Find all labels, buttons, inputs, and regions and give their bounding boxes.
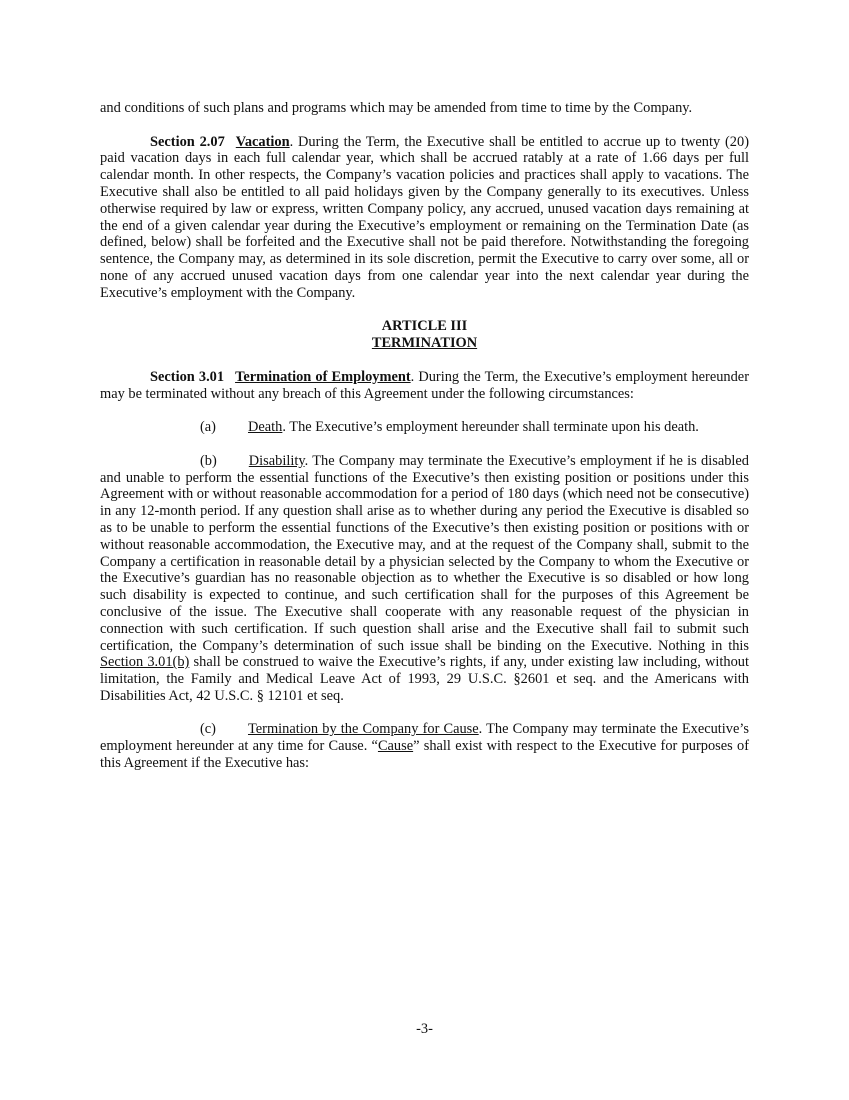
item-c-cause	[100, 721, 749, 771]
item-title: Termination by the Company for Cause	[247, 721, 479, 738]
page-number: -3-	[416, 1021, 433, 1037]
item-text: . The Company may terminate the Executive’s employment hereunder at any time for Cause. “	[100, 721, 749, 755]
document-body	[100, 100, 749, 772]
item-text: . The Company may terminate the Executive’s employment if he is disabled and unable to perform the essential functions of the Executive’s then existing position or positions under this Agreement with or without reasonable accommodation for a period of 180 days (which need not be consecutive) in any 12-month period. If any question shall arise as to whether during any period the Executive is disabled so as to be unable to perform the essential functions of the Executive’s then existing position or positions with or without reasonable accommodation, the Executive may, and at the request of the Company shall, submit to the Company a certification in reasonable detail by a physician selected by the Company to whom the Executive or the Executive’s guardian has no reasonable objection as to whether the Executive is so disabled or how long such disability is expected to continue, and such certification shall for the purposes of this Agreement be conclusive of the issue. The Executive shall cooperate with any reasonable request of the physician in connection with such certification. If such question shall arise and the Executive shall fail to submit such certification, the Company’s determination of such issue shall be binding on the Executive. Nothing in this	[100, 452, 749, 654]
defined-term: Cause	[377, 738, 414, 755]
article-title-line	[100, 335, 749, 352]
item-a-death	[100, 419, 749, 436]
section-3-01	[100, 369, 749, 403]
section-reference: Section 3.01(b)	[100, 654, 190, 671]
continued-paragraph: and conditions of such plans and programs which may be amended from time to time by the Company.	[100, 100, 693, 116]
section-text: . During the Term, the Executive’s employment hereunder may be terminated without any breach of this Agreement under the following circumstances:	[100, 368, 749, 402]
item-title: Disability	[248, 452, 305, 469]
section-text: . During the Term, the Executive shall be entitled to accrue up to twenty (20) paid vacation days in each full calendar year, which shall be accrued ratably at a rate of 1.66 days per full calendar month. In other respects, the Company’s vacation policies and practices shall apply to vacations. The Executive shall also be entitled to all paid holidays given by the Company generally to its executives. Unless otherwise required by law or express, written Company policy, any accrued, unused vacation days remaining at the end of a given calendar year during the Executive’s employment or remaining on the Termination Date (as defined, below) shall be forfeited and the Executive shall not be paid therefore. Notwithstanding the foregoing sentence, the Company may, as determined in its sole discretion, permit the Executive to carry over some, all or none of any accrued unused vacation days from one calendar year into the next calendar year during the Executive’s employment with the Company.	[100, 133, 749, 301]
item-title: Death	[247, 419, 283, 436]
item-marker: (b)	[200, 452, 217, 469]
section-2-07	[100, 134, 749, 302]
item-text-continued: ” shall exist with respect to the Executive for purposes of this Agreement if the Executive has:	[100, 738, 749, 772]
section-title: Termination of Employment	[235, 368, 411, 385]
article-title: TERMINATION	[371, 335, 478, 352]
item-marker: (c)	[200, 721, 216, 738]
section-label: Section 2.07	[150, 133, 225, 150]
section-label: Section 3.01	[150, 368, 225, 385]
item-marker: (a)	[200, 419, 216, 436]
item-b-disability	[100, 453, 749, 705]
section-title: Vacation	[235, 133, 290, 150]
article-number: ARTICLE III	[381, 318, 468, 335]
item-text-continued: shall be construed to waive the Executive’s rights, if any, under existing law including, without limitation, the Family and Medical Leave Act of 1993, 29 U.S.C. §2601 et seq. and the Americans with Disabilities Act, 42 U.S.C. § 12101 et seq.	[100, 654, 749, 704]
item-text: . The Executive’s employment hereunder shall terminate upon his death.	[282, 419, 699, 436]
